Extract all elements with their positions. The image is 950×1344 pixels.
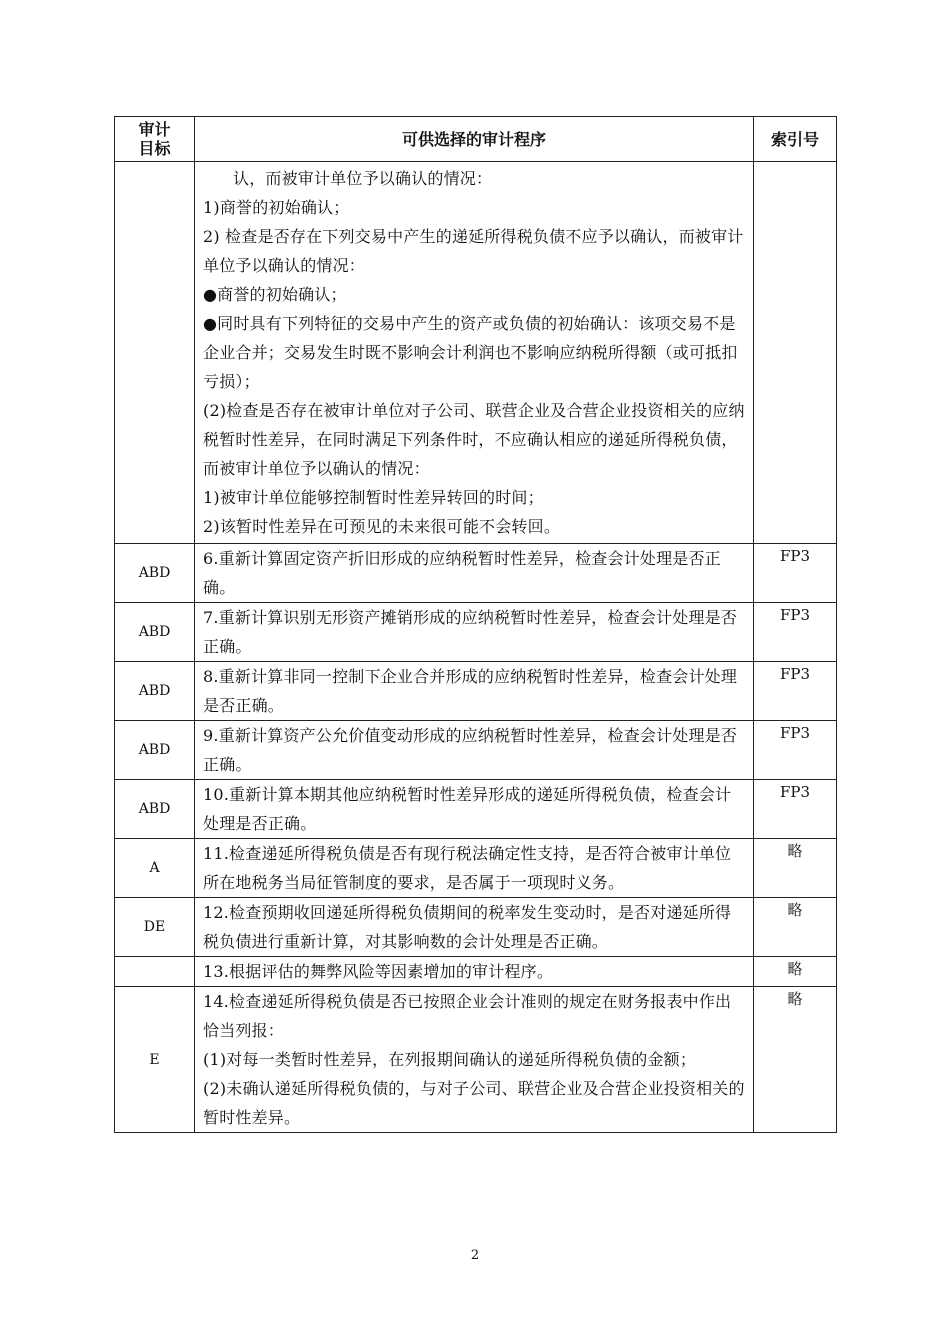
index-cell: FP3	[754, 721, 837, 780]
procedure-cell: 9.重新计算资产公允价值变动形成的应纳税暂时性差异，检查会计处理是否正确。	[195, 721, 754, 780]
procedure-line: (1)对每一类暂时性差异，在列报期间确认的递延所得税负债的金额；	[203, 1050, 697, 1069]
procedure-cell: 6.重新计算固定资产折旧形成的应纳税暂时性差异，检查会计处理是否正确。	[195, 544, 754, 603]
index-cell: 略	[754, 898, 837, 957]
procedure-line: (2)检查是否存在被审计单位对子公司、联营企业及合营企业投资相关的应纳税暂时性差异，在同时满足下列条件时，不应确认相应的递延所得税负债，而被审计单位予以确认的情况：	[203, 401, 745, 478]
table-row	[115, 544, 837, 603]
goal-cell: ABD	[115, 662, 195, 721]
table-row	[115, 987, 837, 1133]
index-cell: FP3	[754, 603, 837, 662]
table-row	[115, 780, 837, 839]
procedure-cell	[195, 987, 754, 1133]
goal-cell: ABD	[115, 780, 195, 839]
index-cell: 略	[754, 839, 837, 898]
table-row	[115, 839, 837, 898]
index-cell: FP3	[754, 662, 837, 721]
procedure-line: 2) 检查是否存在下列交易中产生的递延所得税负债不应予以确认，而被审计单位予以确认的情况：	[203, 227, 744, 275]
header-index: 索引号	[754, 117, 837, 162]
procedure-line: 1)被审计单位能够控制暂时性差异转回的时间；	[203, 488, 544, 507]
procedure-line: 2)该暂时性差异在可预见的未来很可能不会转回。	[203, 517, 561, 536]
goal-cell: E	[115, 987, 195, 1133]
goal-cell	[115, 162, 195, 544]
index-cell: 略	[754, 987, 837, 1133]
procedure-line: (2)未确认递延所得税负债的，与对子公司、联营企业及合营企业投资相关的暂时性差异。	[203, 1079, 745, 1127]
procedure-cell: 13.根据评估的舞弊风险等因素增加的审计程序。	[195, 957, 754, 987]
procedure-line: ●同时具有下列特征的交易中产生的资产或负债的初始确认：该项交易不是企业合并；交易发生时既不影响会计利润也不影响应纳税所得额（或可抵扣亏损）；	[203, 314, 738, 391]
procedure-cell	[195, 162, 754, 544]
goal-cell: A	[115, 839, 195, 898]
table-row	[115, 957, 837, 987]
procedure-line: ●商誉的初始确认；	[203, 285, 347, 304]
goal-cell	[115, 957, 195, 987]
table-row	[115, 898, 837, 957]
goal-cell: DE	[115, 898, 195, 957]
header-row	[115, 117, 837, 162]
header-audit-goal: 审计 目标	[115, 117, 195, 162]
goal-cell: ABD	[115, 544, 195, 603]
procedure-line: 14.检查递延所得税负债是否已按照企业会计准则的规定在财务报表中作出恰当列报：	[203, 992, 732, 1040]
procedure-cell: 11.检查递延所得税负债是否有现行税法确定性支持，是否符合被审计单位所在地税务当局征管制度的要求，是否属于一项现时义务。	[195, 839, 754, 898]
index-cell: FP3	[754, 780, 837, 839]
table-row	[115, 721, 837, 780]
audit-procedure-table	[114, 116, 837, 1133]
procedure-line: 1)商誉的初始确认；	[203, 198, 350, 217]
procedure-cell: 8.重新计算非同一控制下企业合并形成的应纳税暂时性差异，检查会计处理是否正确。	[195, 662, 754, 721]
table-row	[115, 662, 837, 721]
index-cell: FP3	[754, 544, 837, 603]
index-cell: 略	[754, 957, 837, 987]
procedure-cell: 12.检查预期收回递延所得税负债期间的税率发生变动时，是否对递延所得税负债进行重新计算，对其影响数的会计处理是否正确。	[195, 898, 754, 957]
procedure-cell: 10.重新计算本期其他应纳税暂时性差异形成的递延所得税负债，检查会计处理是否正确。	[195, 780, 754, 839]
header-procedure: 可供选择的审计程序	[195, 117, 754, 162]
procedure-cell: 7.重新计算识别无形资产摊销形成的应纳税暂时性差异，检查会计处理是否正确。	[195, 603, 754, 662]
index-cell	[754, 162, 837, 544]
page-number: 2	[470, 1248, 480, 1263]
goal-cell: ABD	[115, 603, 195, 662]
goal-cell: ABD	[115, 721, 195, 780]
continuation-row	[115, 162, 837, 544]
table-row	[115, 603, 837, 662]
procedure-line: 认，而被审计单位予以确认的情况：	[233, 169, 493, 188]
